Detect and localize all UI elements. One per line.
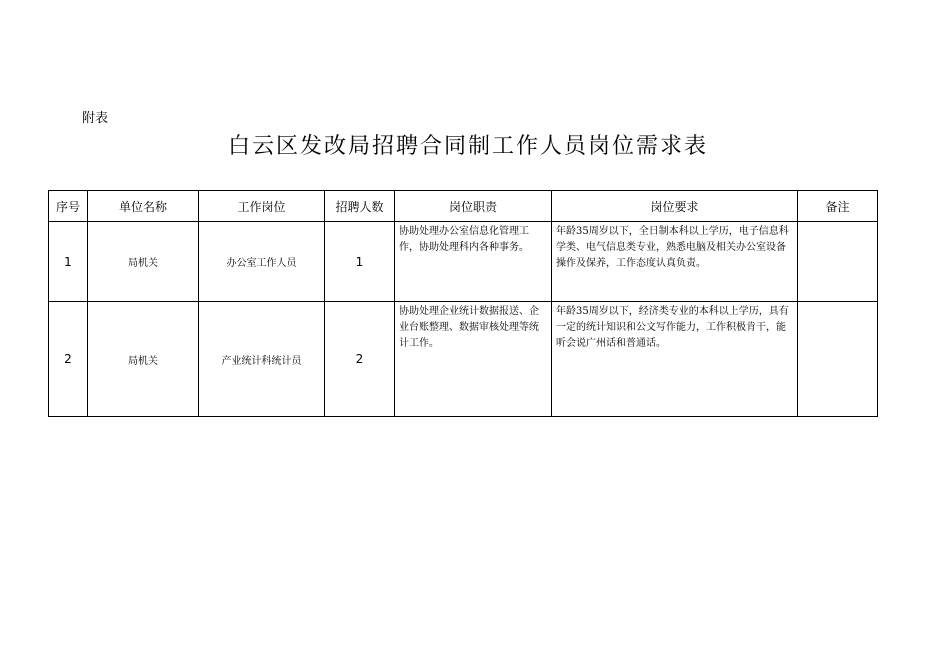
annex-label: 附表 — [82, 111, 109, 126]
position-requirements-table — [48, 190, 878, 417]
cell-remarks — [798, 302, 878, 417]
table-header-row — [49, 191, 878, 222]
cell-unit: 局机关 — [88, 222, 199, 302]
cell-unit: 局机关 — [88, 302, 199, 417]
cell-duties: 协助处理企业统计数据报送、企业台账整理、数据审核处理等统计工作。 — [395, 302, 552, 417]
header-count: 招聘人数 — [325, 191, 395, 222]
cell-remarks — [798, 222, 878, 302]
cell-requirements: 年龄35周岁以下，全日制本科以上学历，电子信息科学类、电气信息类专业，熟悉电脑及相关办公室设备操作及保养，工作态度认真负责。 — [552, 222, 798, 302]
document-title: 白云区发改局招聘合同制工作人员岗位需求表 — [227, 134, 708, 159]
header-unit: 单位名称 — [88, 191, 199, 222]
cell-count: 2 — [325, 302, 395, 417]
header-requirements: 岗位要求 — [552, 191, 798, 222]
header-index: 序号 — [49, 191, 88, 222]
cell-index: 1 — [49, 222, 88, 302]
cell-position: 办公室工作人员 — [199, 222, 325, 302]
cell-position: 产业统计科统计员 — [199, 302, 325, 417]
table-row — [49, 222, 878, 302]
cell-requirements: 年龄35周岁以下，经济类专业的本科以上学历，具有一定的统计知识和公文写作能力，工作积极肯干，能听会说广州话和普通话。 — [552, 302, 798, 417]
table-row — [49, 302, 878, 417]
cell-count: 1 — [325, 222, 395, 302]
header-duties: 岗位职责 — [395, 191, 552, 222]
position-requirements-table-wrapper — [48, 190, 878, 417]
cell-index: 2 — [49, 302, 88, 417]
header-remarks: 备注 — [798, 191, 878, 222]
header-position: 工作岗位 — [199, 191, 325, 222]
cell-duties: 协助处理办公室信息化管理工作，协助处理科内各种事务。 — [395, 222, 552, 302]
